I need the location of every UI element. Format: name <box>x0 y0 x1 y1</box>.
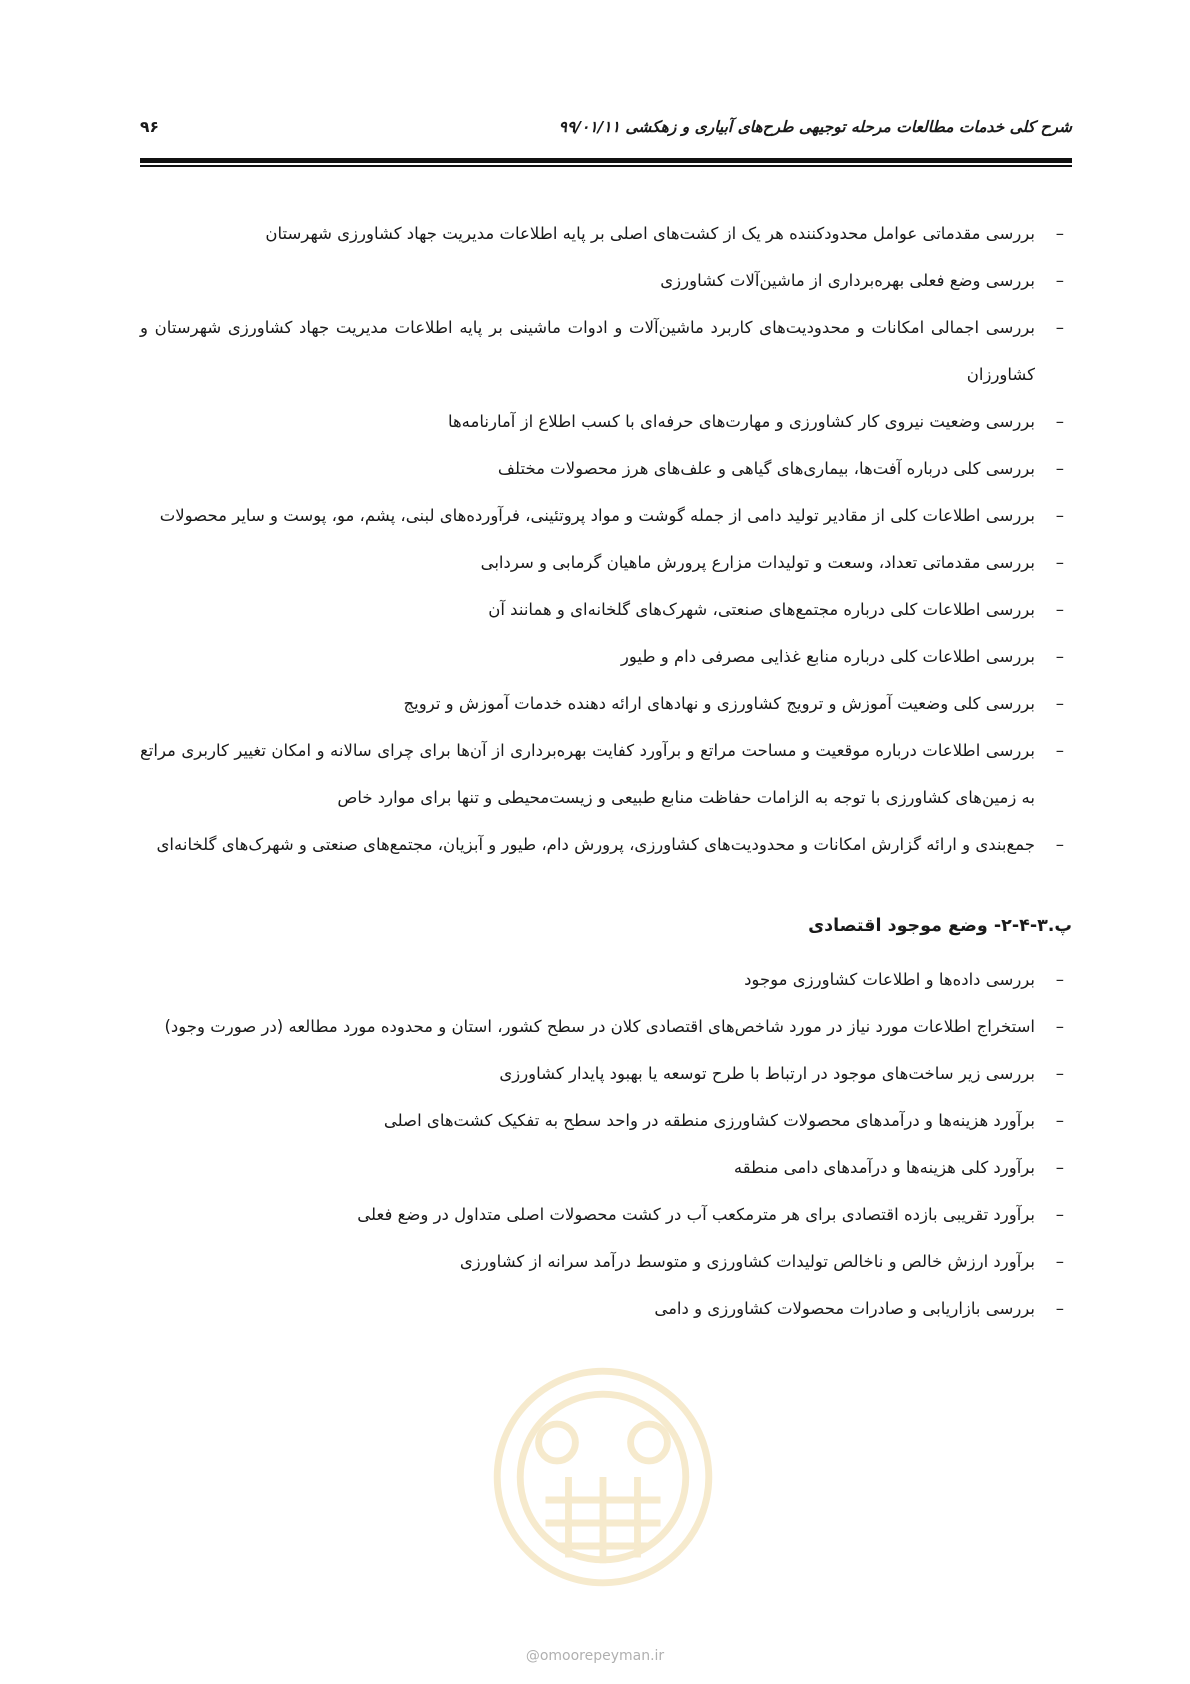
list-item <box>140 539 1072 586</box>
bullet-dash-icon: – <box>1055 600 1064 619</box>
list-item <box>140 210 1072 257</box>
header-rule-thin <box>140 165 1072 167</box>
list-item-text: برآورد کلی هزینه‌ها و درآمدهای دامی منطقه <box>733 1158 1035 1177</box>
list-item-text: بررسی بازاریابی و صادرات محصولات کشاورزی و دامی <box>654 1299 1035 1318</box>
list-item-text: برآورد هزینه‌ها و درآمدهای محصولات کشاورزی منطقه در واحد سطح به تفکیک کشت‌های اصلی <box>383 1111 1035 1130</box>
page-header <box>140 118 1072 154</box>
list-item <box>140 1238 1072 1285</box>
list-item-text: بررسی مقدماتی تعداد، وسعت و تولیدات مزارع پرورش ماهیان گرمابی و سردابی <box>480 553 1035 572</box>
bullet-dash-icon: – <box>1055 318 1064 337</box>
list-item-text: بررسی اطلاعات کلی از مقادیر تولید دامی از جمله گوشت و مواد پروتئینی، فرآورده‌های لبنی، پشم، مو، پوست و سایر محصولات <box>159 506 1035 525</box>
bullet-dash-icon: – <box>1055 1205 1064 1224</box>
list-item-text: بررسی وضع فعلی بهره‌برداری از ماشین‌آلات کشاورزی <box>660 271 1035 290</box>
bullet-dash-icon: – <box>1055 271 1064 290</box>
header-title: شرح کلی خدمات مطالعات مرحله توجیهی طرح‌های آبیاری و زهکشی ۹۹/۰۱/۱۱ <box>558 118 1072 136</box>
header-rule-thick <box>140 158 1072 163</box>
bullet-list-economic <box>140 956 1072 1332</box>
bullet-dash-icon: – <box>1055 1158 1064 1177</box>
bullet-dash-icon: – <box>1055 741 1064 760</box>
list-item <box>140 1191 1072 1238</box>
bullet-dash-icon: – <box>1055 835 1064 854</box>
list-item <box>140 257 1072 304</box>
list-item-text: بررسی کلی وضعیت آموزش و ترویج کشاورزی و نهادهای ارائه دهنده خدمات آموزش و ترویج <box>403 694 1035 713</box>
list-item <box>140 492 1072 539</box>
list-item <box>140 304 1072 398</box>
list-item-text: بررسی وضعیت نیروی کار کشاورزی و مهارت‌های حرفه‌ای با کسب اطلاع از آمارنامه‌ها <box>447 412 1035 431</box>
list-item-text: بررسی داده‌ها و اطلاعات کشاورزی موجود <box>744 970 1035 989</box>
list-item <box>140 445 1072 492</box>
bullet-dash-icon: – <box>1055 1111 1064 1130</box>
list-item <box>140 633 1072 680</box>
bullet-dash-icon: – <box>1055 1299 1064 1318</box>
bullet-dash-icon: – <box>1055 694 1064 713</box>
list-item-text: جمع‌بندی و ارائه گزارش امکانات و محدودیت‌های کشاورزی، پرورش دام، طیور و آبزیان، مجتمع‌های صنعتی و شهرک‌های گلخانه‌ای <box>156 835 1035 854</box>
list-item-text: برآورد تقریبی بازده اقتصادی برای هر مترمکعب آب در کشت محصولات اصلی متداول در وضع فعلی <box>357 1205 1035 1224</box>
list-item <box>140 586 1072 633</box>
section-spacer <box>140 868 1072 902</box>
list-item <box>140 1285 1072 1332</box>
bullet-dash-icon: – <box>1055 1064 1064 1083</box>
list-item-text: بررسی اطلاعات کلی درباره منابع غذایی مصرفی دام و طیور <box>620 647 1035 666</box>
list-item-text: بررسی اجمالی امکانات و محدودیت‌های کاربرد ماشین‌آلات و ادوات ماشینی بر پایه اطلاعات مدیریت جهاد کشاورزی شهرستان و کشاورزان <box>140 318 1035 384</box>
footer-website: @omoorepeyman.ir <box>525 1648 665 1664</box>
list-item-text: بررسی اطلاعات کلی درباره مجتمع‌های صنعتی، شهرک‌های گلخانه‌ای و همانند آن <box>488 600 1035 619</box>
bullet-dash-icon: – <box>1055 1017 1064 1036</box>
bullet-dash-icon: – <box>1055 224 1064 243</box>
bullet-dash-icon: – <box>1055 459 1064 478</box>
list-item-text: بررسی زیر ساخت‌های موجود در ارتباط با طرح توسعه یا بهبود پایدار کشاورزی <box>499 1064 1035 1083</box>
list-item <box>140 398 1072 445</box>
seal-watermark-icon <box>488 1362 718 1592</box>
list-item-text: استخراج اطلاعات مورد نیاز در مورد شاخص‌های اقتصادی کلان در سطح کشور، استان و محدوده مورد مطالعه (در صورت وجود) <box>164 1017 1035 1036</box>
section-heading: پ.۳-۴-۲- وضع موجود اقتصادی <box>808 916 1072 936</box>
list-item <box>140 727 1072 821</box>
list-item <box>140 1003 1072 1050</box>
list-item <box>140 680 1072 727</box>
bullet-list-agriculture <box>140 210 1072 868</box>
list-item <box>140 821 1072 868</box>
page-body <box>140 210 1072 1332</box>
bullet-dash-icon: – <box>1055 647 1064 666</box>
list-item-text: برآورد ارزش خالص و ناخالص تولیدات کشاورزی و متوسط درآمد سرانه از کشاورزی <box>459 1252 1035 1271</box>
list-item <box>140 1050 1072 1097</box>
bullet-dash-icon: – <box>1055 970 1064 989</box>
bullet-dash-icon: – <box>1055 506 1064 525</box>
list-item <box>140 1144 1072 1191</box>
bullet-dash-icon: – <box>1055 553 1064 572</box>
page-number: ۹۶ <box>140 118 159 136</box>
bullet-dash-icon: – <box>1055 1252 1064 1271</box>
list-item-text: بررسی کلی درباره آفت‌ها، بیماری‌های گیاهی و علف‌های هرز محصولات مختلف <box>497 459 1035 478</box>
bullet-dash-icon: – <box>1055 412 1064 431</box>
list-item-text: بررسی اطلاعات درباره موقعیت و مساحت مراتع و برآورد کفایت بهره‌برداری از آن‌ها برای چرای سالانه و امکان تغییر کاربری مراتع به زمین‌های کشاورزی با توجه به الزامات حفاظت منابع طبیعی و زیست‌محیطی و تنها برای موارد خاص <box>140 741 1035 807</box>
list-item <box>140 1097 1072 1144</box>
list-item-text: بررسی مقدماتی عوامل محدودکننده هر یک از کشت‌های اصلی بر پایه اطلاعات مدیریت جهاد کشاورزی شهرستان <box>265 224 1035 243</box>
list-item <box>140 956 1072 1003</box>
